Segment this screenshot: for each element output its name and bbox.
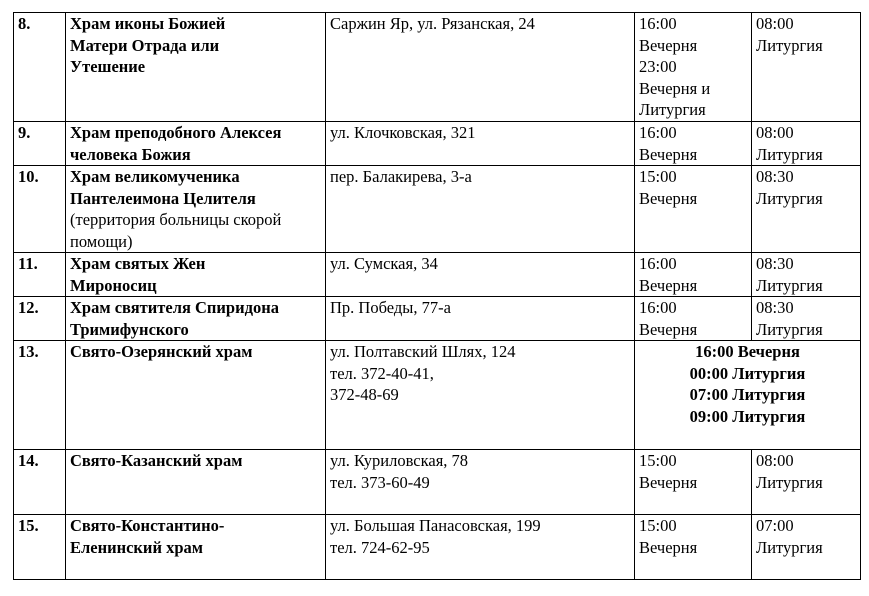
church-name-line: человека Божия [70, 144, 191, 164]
row-number: 11. [14, 253, 66, 297]
table-row [14, 297, 861, 341]
church-name-line: Храм великомученика [70, 167, 240, 186]
row-number: 15. [14, 515, 66, 580]
church-address [326, 253, 635, 297]
church-name [66, 515, 326, 580]
church-note-line: (территория больницы скорой [70, 210, 282, 229]
service-line: 16:00 [639, 123, 677, 142]
table-row [14, 122, 861, 166]
table-row [14, 515, 861, 580]
address-line: Саржин Яр, ул. Рязанская, 24 [330, 14, 535, 33]
row-number: 13. [14, 341, 66, 450]
service-line: 16:00 Вечерня [695, 342, 800, 361]
church-name-line: Храм иконы Божией [70, 14, 226, 33]
church-name-line: Пантелеимона Целителя [70, 188, 256, 208]
church-name [66, 253, 326, 297]
church-name [66, 341, 326, 450]
service-line: Вечерня [639, 35, 698, 55]
morning-service [752, 297, 861, 341]
service-line: 08:30 [756, 254, 794, 273]
morning-service [752, 450, 861, 515]
church-name [66, 13, 326, 122]
church-name-line: Тримифунского [70, 319, 189, 339]
address-line: ул. Куриловская, 78 [330, 451, 469, 470]
service-line: 08:30 [756, 298, 794, 317]
service-line: 15:00 [639, 516, 677, 535]
service-line: 07:00 Литургия [689, 385, 806, 404]
service-line: 08:00 [756, 123, 794, 142]
service-line: Вечерня [639, 472, 698, 492]
church-name [66, 297, 326, 341]
service-line: Вечерня и [639, 78, 711, 98]
table-row [14, 450, 861, 515]
service-line: 08:00 [756, 14, 794, 33]
service-line: Литургия [756, 188, 823, 208]
address-line: ул. Сумская, 34 [330, 254, 438, 273]
row-number: 12. [14, 297, 66, 341]
service-line: 16:00 [639, 298, 677, 317]
service-line: Вечерня [639, 188, 698, 208]
church-address [326, 13, 635, 122]
evening-service [635, 515, 752, 580]
church-name-line: Матери Отрада или [70, 35, 220, 55]
table-row [14, 13, 861, 122]
church-name [66, 166, 326, 253]
service-line: Вечерня [639, 144, 698, 164]
address-line: Пр. Победы, 77-а [330, 298, 451, 317]
service-line: 15:00 [639, 167, 677, 186]
church-address [326, 166, 635, 253]
address-line: пер. Балакирева, 3-а [330, 167, 472, 186]
church-address [326, 122, 635, 166]
service-line: 00:00 Литургия [689, 363, 806, 383]
evening-service [635, 253, 752, 297]
church-name-line: Храм святых Жен [70, 254, 206, 273]
service-line: Вечерня [639, 537, 698, 557]
evening-service [635, 297, 752, 341]
church-name-line: Храм святителя Спиридона [70, 298, 279, 317]
service-line: 15:00 [639, 451, 677, 470]
church-address [326, 341, 635, 450]
table-row [14, 166, 861, 253]
evening-service [635, 166, 752, 253]
address-line: тел. 372-40-41, [330, 363, 434, 383]
evening-service [635, 13, 752, 122]
table-row [14, 341, 861, 450]
service-line: Литургия [756, 144, 823, 164]
service-line: Литургия [756, 537, 823, 557]
church-name-line: Свято-Казанский храм [70, 451, 243, 470]
service-line: 09:00 Литургия [689, 406, 806, 426]
church-name-line: Еленинский храм [70, 537, 203, 557]
schedule-body [14, 13, 861, 580]
row-number: 10. [14, 166, 66, 253]
church-name-line: Утешение [70, 57, 146, 76]
row-number: 9. [14, 122, 66, 166]
service-line: 16:00 [639, 254, 677, 273]
row-number: 14. [14, 450, 66, 515]
church-name-line: Мироносиц [70, 275, 157, 295]
church-name [66, 450, 326, 515]
address-line: тел. 373-60-49 [330, 472, 430, 492]
evening-service [635, 122, 752, 166]
church-name-line: Храм преподобного Алексея [70, 123, 282, 142]
service-line: Литургия [756, 319, 823, 339]
church-name-line: Свято-Озерянский храм [70, 342, 253, 361]
church-note-line: помощи) [70, 231, 133, 251]
service-line: 07:00 [756, 516, 794, 535]
evening-service [635, 450, 752, 515]
morning-service [752, 253, 861, 297]
morning-service [752, 13, 861, 122]
row-number: 8. [14, 13, 66, 122]
service-line: 08:00 [756, 451, 794, 470]
address-line: ул. Клочковская, 321 [330, 123, 476, 142]
service-line: Литургия [756, 472, 823, 492]
service-line: Вечерня [639, 319, 698, 339]
service-line: Литургия [756, 275, 823, 295]
address-line: тел. 724-62-95 [330, 537, 430, 557]
address-line: ул. Большая Панасовская, 199 [330, 516, 541, 535]
schedule-table [13, 12, 861, 580]
church-address [326, 297, 635, 341]
morning-service [752, 166, 861, 253]
church-name-line: Свято-Константино- [70, 516, 225, 535]
church-name [66, 122, 326, 166]
address-line: ул. Полтавский Шлях, 124 [330, 342, 516, 361]
service-line: Литургия [639, 100, 706, 119]
address-line: 372-48-69 [330, 385, 399, 404]
table-row [14, 253, 861, 297]
service-line: 23:00 [639, 57, 677, 76]
church-address [326, 450, 635, 515]
morning-service [752, 515, 861, 580]
service-line: Вечерня [639, 275, 698, 295]
service-line: 16:00 [639, 14, 677, 33]
combined-schedule [635, 341, 861, 450]
church-address [326, 515, 635, 580]
morning-service [752, 122, 861, 166]
service-line: 08:30 [756, 167, 794, 186]
service-line: Литургия [756, 35, 823, 55]
